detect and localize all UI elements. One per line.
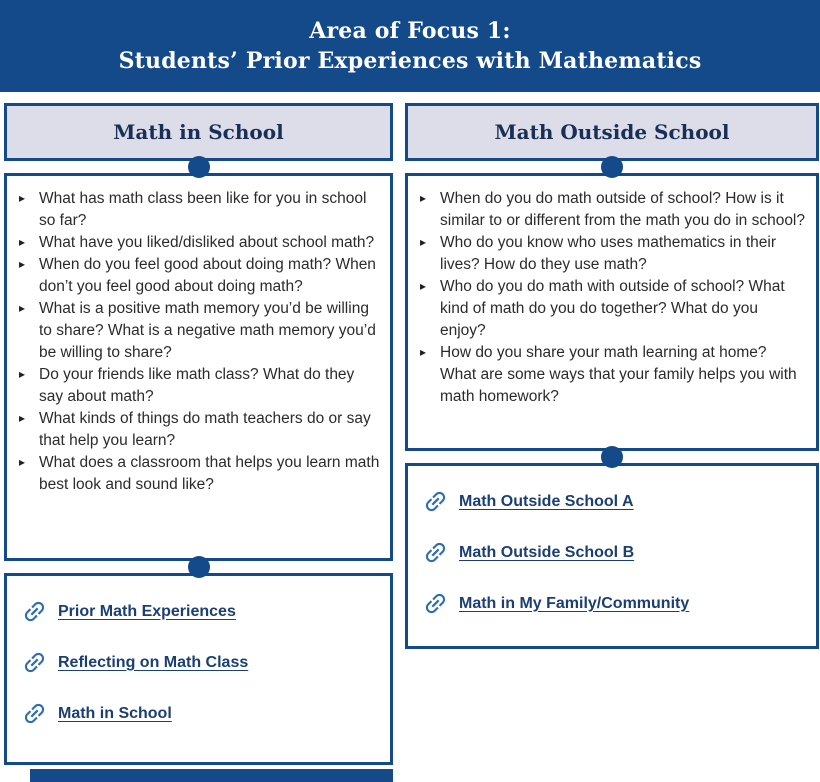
- question-item: ▸ When do you do math outside of school? How is it similar to or different from the math you do in school?: [416, 188, 806, 232]
- questions-box-math-in-school: [4, 173, 393, 561]
- link-label: Math Outside School B: [459, 543, 635, 561]
- links-box-math-in-school: [4, 573, 393, 765]
- link-math-in-school[interactable]: [21, 700, 376, 727]
- page-header-banner: [0, 0, 820, 92]
- link-label: Math Outside School A: [459, 492, 634, 510]
- question-item: ▸ What is a positive math memory you’d be willing to share? What is a negative math memory you’d be willing to share?: [15, 298, 380, 364]
- question-list-math-outside-school: [416, 188, 806, 408]
- section-header-math-in-school: [4, 103, 393, 161]
- connector-row: [4, 561, 393, 573]
- section-title-math-outside-school: Math Outside School: [494, 120, 730, 144]
- question-item: ▸ Who do you know who uses mathematics in their lives? How do they use math?: [416, 232, 806, 276]
- column-math-in-school: [4, 103, 393, 765]
- link-math-in-my-family-community[interactable]: [422, 590, 802, 617]
- two-column-layout: [4, 103, 819, 765]
- column-math-outside-school: [405, 103, 819, 649]
- link-reflecting-on-math-class[interactable]: [21, 649, 376, 676]
- connector-dot: [601, 446, 623, 468]
- connector-row: [4, 161, 393, 173]
- link-label: Reflecting on Math Class: [58, 653, 249, 671]
- link-icon: [422, 590, 449, 617]
- links-box-math-outside-school: [405, 463, 819, 649]
- section-header-math-outside-school: [405, 103, 819, 161]
- link-icon: [422, 488, 449, 515]
- question-item: ▸ What does a classroom that helps you learn math best look and sound like?: [15, 452, 380, 496]
- link-icon: [21, 598, 48, 625]
- connector-dot: [188, 556, 210, 578]
- link-icon: [21, 700, 48, 727]
- questions-box-math-outside-school: [405, 173, 819, 451]
- question-item: ▸ When do you feel good about doing math? When don’t you feel good about doing math?: [15, 254, 380, 298]
- link-icon: [422, 539, 449, 566]
- question-item: ▸ What kinds of things do math teachers do or say that help you learn?: [15, 408, 380, 452]
- banner-title-line1: Area of Focus 1:: [309, 17, 511, 44]
- link-math-outside-school-a[interactable]: [422, 488, 802, 515]
- link-math-outside-school-b[interactable]: [422, 539, 802, 566]
- question-list-math-in-school: [15, 188, 380, 496]
- connector-row: [405, 161, 819, 173]
- link-label: Math in My Family/Community: [459, 594, 690, 612]
- connector-dot: [188, 156, 210, 178]
- question-item: ▸ How do you share your math learning at home? What are some ways that your family helps you with math homework?: [416, 342, 806, 408]
- banner-title-line2: Students’ Prior Experiences with Mathematics: [118, 48, 702, 74]
- link-icon: [21, 649, 48, 676]
- question-item: ▸ Do your friends like math class? What do they say about math?: [15, 364, 380, 408]
- question-item: ▸ What has math class been like for you in school so far?: [15, 188, 380, 232]
- connector-row: [405, 451, 819, 463]
- link-label: Prior Math Experiences: [58, 602, 236, 620]
- link-prior-math-experiences[interactable]: [21, 598, 376, 625]
- link-label: Math in School: [58, 704, 172, 722]
- question-item: ▸ What have you liked/disliked about school math?: [15, 232, 380, 254]
- section-title-math-in-school: Math in School: [113, 120, 284, 144]
- connector-dot: [601, 156, 623, 178]
- question-item: ▸ Who do you do math with outside of school? What kind of math do you do together? What do you enjoy?: [416, 276, 806, 342]
- cropped-next-section-bar: [30, 769, 393, 782]
